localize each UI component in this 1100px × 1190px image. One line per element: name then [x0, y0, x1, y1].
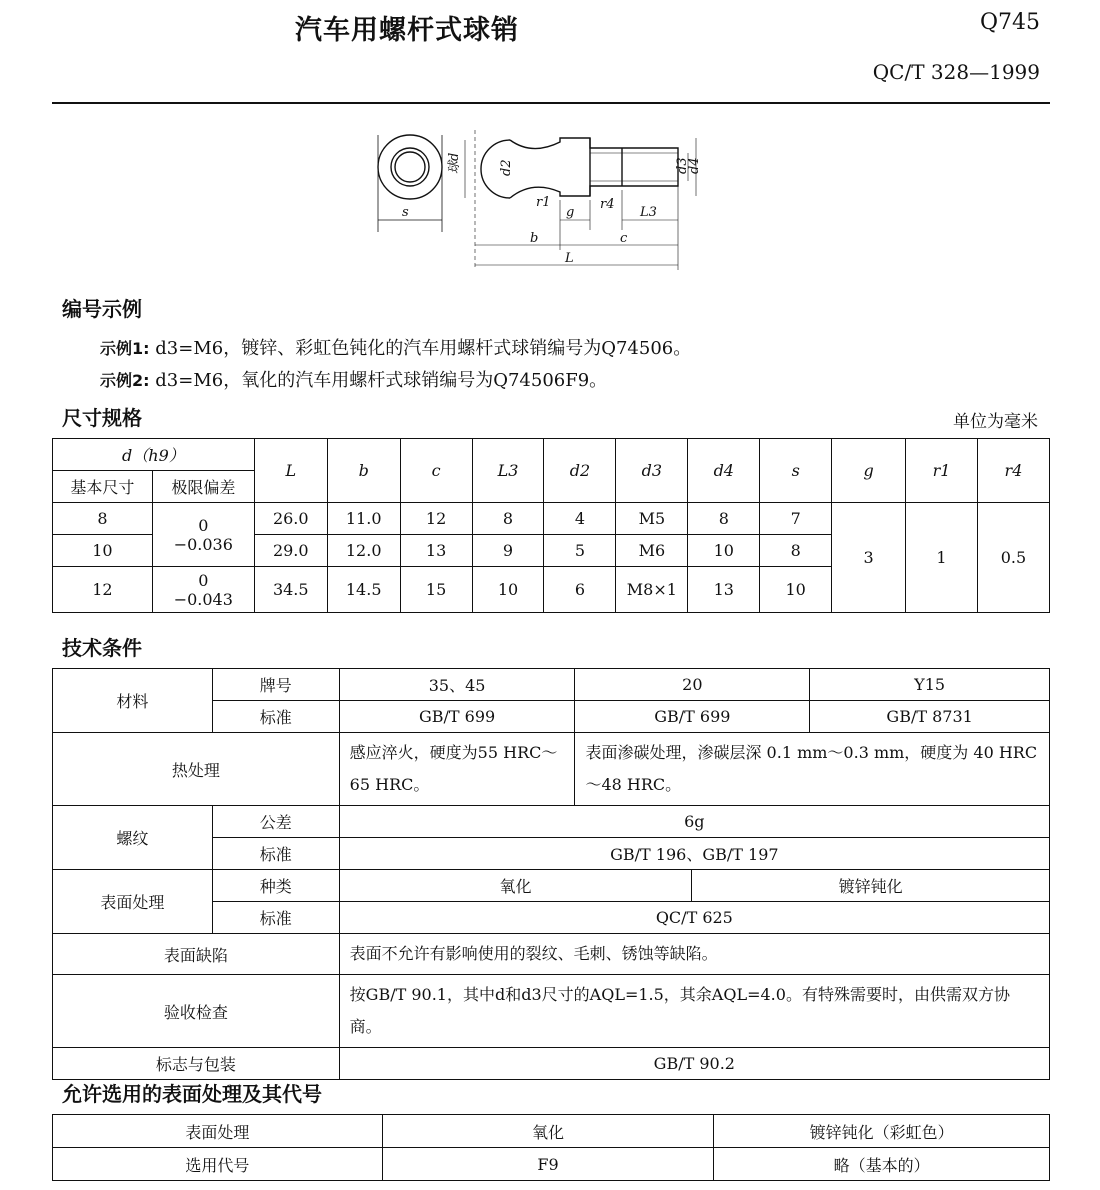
- label-g: g: [566, 205, 575, 220]
- surface-standard: QC/T 625: [339, 902, 1049, 934]
- defects-text: 表面不允许有影响使用的裂纹、毛刺、锈蚀等缺陷。: [339, 934, 1049, 975]
- label-r1: r1: [536, 195, 551, 210]
- header-s: s: [760, 439, 832, 503]
- tolerance-12: 0 −0.043: [152, 567, 254, 613]
- label-d2: d2: [499, 159, 514, 176]
- header-tolerance: 极限偏差: [152, 471, 254, 503]
- example-1-label: 示例1:: [100, 339, 150, 358]
- standard-number: QC/T 328—1999: [872, 60, 1040, 84]
- marking-label: 标志与包装: [53, 1048, 340, 1080]
- header-basic-size: 基本尺寸: [53, 471, 153, 503]
- grade-label: 牌号: [212, 669, 339, 701]
- header-c: c: [400, 439, 472, 503]
- header-r1: r1: [906, 439, 978, 503]
- label-d4: d4: [687, 157, 702, 174]
- material-standard-label: 标准: [212, 701, 339, 733]
- label-r4: r4: [600, 197, 615, 212]
- header-rule: [52, 102, 1050, 104]
- heat-treatment-label: 热处理: [53, 733, 340, 806]
- label-L3: L3: [640, 205, 657, 220]
- defects-label: 表面缺陷: [53, 934, 340, 975]
- technical-heading: 技术条件: [62, 636, 142, 660]
- heat-treatment-a: 感应淬火，硬度为55 HRC～65 HRC。: [339, 733, 575, 806]
- example-2-label: 示例2:: [100, 371, 150, 390]
- surface-codes-table: 表面处理 氧化 镀锌钝化（彩虹色） 选用代号 F9 略（基本的）: [52, 1114, 1050, 1181]
- header-b: b: [327, 439, 400, 503]
- value-g: 3: [832, 503, 906, 613]
- end-view-inner: [391, 148, 429, 186]
- tolerance-8-10: 0 −0.036: [152, 503, 254, 567]
- label-L: L: [565, 251, 574, 266]
- header-r4: r4: [977, 439, 1049, 503]
- value-r1: 1: [906, 503, 978, 613]
- table-row: 10 29.0 12.0 13 9 5 M6 10 8: [53, 535, 1050, 567]
- surface-label: 表面处理: [53, 870, 213, 934]
- surface-codes-heading: 允许选用的表面处理及其代号: [62, 1082, 322, 1106]
- product-code: Q745: [979, 10, 1040, 35]
- header-L: L: [254, 439, 327, 503]
- label-s: s: [402, 205, 409, 220]
- acceptance-label: 验收检查: [53, 975, 340, 1048]
- example-1-text: d3=M6，镀锌、彩虹色钝化的汽车用螺杆式球销编号为Q74506。: [155, 338, 692, 359]
- header-g: g: [832, 439, 906, 503]
- value-r4: 0.5: [977, 503, 1049, 613]
- technical-table: 材料 牌号 35、45 20 Y15 标准 GB/T 699 GB/T 699 GB/T 8731 热处理 感应淬火，硬度为55 HRC～65 HRC。 表面渗碳处理，渗碳层深 0.1 mm～0.3 mm，硬度为 40 HRC～48 HRC。 螺纹 公差 6g 标准 GB/T 196、GB/T 197 表面处理 种类 氧化 镀锌钝化 标准 QC/T 625 表面缺陷 表面不允许有影响使用的裂纹、毛刺、锈蚀等缺陷。 验收检查 按GB/T 90.1，其中d和d3尺寸的AQL=1.5，其余AQL=4.0。有特殊需要时，由供需双方协商。 标志与包装 GB/T 90.2: [52, 668, 1050, 1080]
- ball-pin-drawing: [360, 120, 700, 280]
- header-d3: d3: [616, 439, 688, 503]
- table-row: 8 0 −0.036 26.0 11.0 12 8 4 M5 8 7 3 1 0.5: [53, 503, 1050, 535]
- unit-note: 单位为毫米: [953, 412, 1038, 432]
- example-2: [100, 366, 607, 392]
- thread-label: 螺纹: [53, 806, 213, 870]
- header-d2: d2: [544, 439, 616, 503]
- header-d-group: d（h9）: [53, 439, 255, 471]
- table-row: 12 0 −0.043 34.5 14.5 15 10 6 M8×1 13 10: [53, 567, 1050, 613]
- thread-standard: GB/T 196、GB/T 197: [339, 838, 1049, 870]
- example-2-text: d3=M6，氧化的汽车用螺杆式球销编号为Q74506F9。: [155, 370, 608, 391]
- numbering-heading: 编号示例: [62, 297, 142, 321]
- label-c: c: [620, 231, 628, 246]
- header-d4: d4: [688, 439, 760, 503]
- acceptance-text: 按GB/T 90.1，其中d和d3尺寸的AQL=1.5，其余AQL=4.0。有特殊需要时，由供需双方协商。: [339, 975, 1049, 1048]
- label-ball-d: 球d: [447, 152, 462, 174]
- header-L3: L3: [472, 439, 544, 503]
- heat-treatment-b: 表面渗碳处理，渗碳层深 0.1 mm～0.3 mm，硬度为 40 HRC～48 HRC。: [575, 733, 1050, 806]
- end-view-outer: [378, 135, 442, 199]
- document-title: 汽车用螺杆式球销: [295, 15, 519, 46]
- thread-tolerance: 6g: [339, 806, 1049, 838]
- dimensions-heading: 尺寸规格: [62, 406, 142, 430]
- marking-text: GB/T 90.2: [339, 1048, 1049, 1080]
- label-d3: d3: [675, 157, 690, 174]
- material-label: 材料: [53, 669, 213, 733]
- label-b: b: [530, 231, 539, 246]
- example-1: [100, 334, 691, 360]
- dimensions-table: [52, 438, 1050, 613]
